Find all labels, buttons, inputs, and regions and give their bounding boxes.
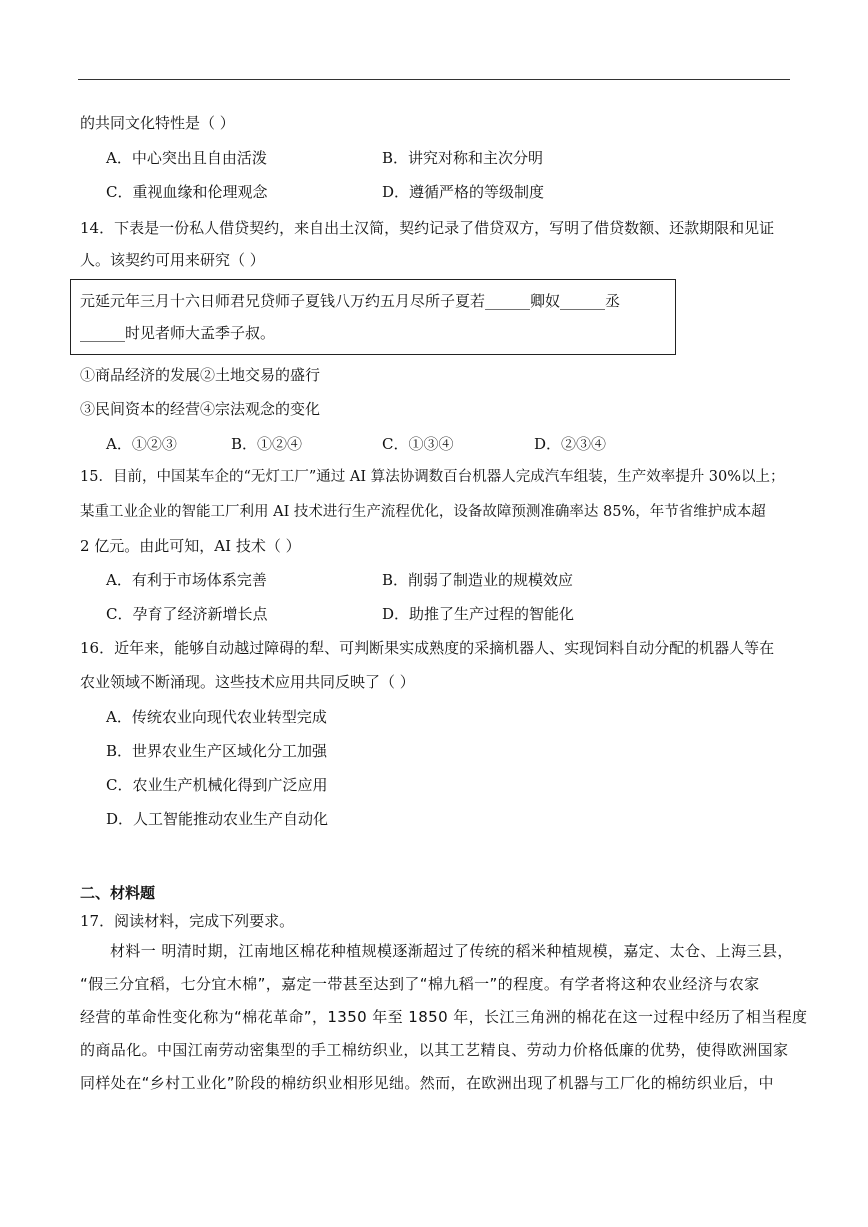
q13-option-c: C．重视血缘和伦理观念 — [106, 183, 268, 201]
q13-option-b: B．讲究对称和主次分明 — [382, 149, 544, 167]
material-line: 经营的革命性变化称为“棉花革命”，1350 年至 1850 年，长江三角洲的棉花在这一过程中经历了相当程度 — [80, 1008, 808, 1026]
q15-stem-line1: 15．目前，中国某车企的“无灯工厂”通过 AI 算法协调数百台机器人完成汽车组装，生产效率提升 30%以上； — [80, 469, 785, 485]
q14-option-a: A．①②③ — [106, 435, 177, 453]
q14-option-d: D．②③④ — [534, 435, 607, 453]
q14-items-line1: ①商品经济的发展②土地交易的盛行 — [80, 366, 321, 384]
q16-option-d: D．人工智能推动农业生产自动化 — [106, 810, 329, 828]
q14-items-line2: ③民间资本的经营④宗法观念的变化 — [80, 400, 321, 418]
q15-stem-line3: 2 亿元。由此可知，AI 技术（ ） — [80, 537, 301, 555]
q15-option-c: C．孕育了经济新增长点 — [106, 605, 268, 623]
q15-option-b: B．削弱了制造业的规模效应 — [382, 571, 574, 589]
q16-stem-line1: 16．近年来，能够自动越过障碍的犁、可判断果实成熟度的采摘机器人、实现饲料自动分配的机器人等在 — [80, 639, 775, 657]
material-line: 的商品化。中国江南劳动密集型的手工棉纺织业，以其工艺精良、劳动力价格低廉的优势，使得欧洲国家 — [80, 1041, 789, 1059]
q16-stem-line2: 农业领域不断涌现。这些技术应用共同反映了（ ） — [80, 673, 415, 691]
section-title: 二、材料题 — [80, 884, 156, 902]
q14-stem-line2: 人。该契约可用来研究（ ） — [80, 251, 265, 269]
q15-option-d: D．助推了生产过程的智能化 — [382, 605, 575, 623]
q16-option-a: A．传统农业向现代农业转型完成 — [106, 708, 327, 726]
q13-option-a: A．中心突出且自由活泼 — [106, 149, 267, 167]
q15-option-a: A．有利于市场体系完善 — [106, 571, 267, 589]
q16-option-b: B．世界农业生产区域化分工加强 — [106, 742, 328, 760]
q14-stem-line1: 14．下表是一份私人借贷契约，来自出土汉简，契约记录了借贷双方，写明了借贷数额、还款期限和见证 — [80, 219, 775, 237]
material-line: “假三分宜稻，七分宜木棉”，嘉定一带甚至达到了“棉九稻一”的程度。有学者将这种农业经济与农家 — [80, 975, 760, 993]
material-line: 材料一 明清时期，江南地区棉花种植规模逐渐超过了传统的稻米种植规模，嘉定、太仓、上海三县， — [110, 942, 793, 960]
q13-stem: 的共同文化特性是（ ） — [80, 114, 235, 132]
q13-option-d: D．遵循严格的等级制度 — [382, 183, 545, 201]
header-rule — [78, 79, 790, 80]
q14-option-c: C．①③④ — [382, 435, 454, 453]
q17-stem: 17．阅读材料，完成下列要求。 — [80, 912, 295, 930]
material-line: 同样处在“乡村工业化”阶段的棉纺织业相形见绌。然而，在欧洲出现了机器与工厂化的棉纺织业后，中 — [80, 1074, 774, 1092]
q14-option-b: B．①②④ — [231, 435, 303, 453]
contract-line2: ______时见者师大孟季子叔。 — [80, 324, 276, 342]
contract-line1: 元延元年三月十六日师君兄贷师子夏钱八万约五月尽所子夏若______卿奴______丞 — [80, 292, 621, 310]
q15-stem-line2: 某重工业企业的智能工厂利用 AI 技术进行生产流程优化，设备故障预测准确率达 85%，年节省维护成本超 — [80, 504, 766, 520]
q16-option-c: C．农业生产机械化得到广泛应用 — [106, 776, 328, 794]
